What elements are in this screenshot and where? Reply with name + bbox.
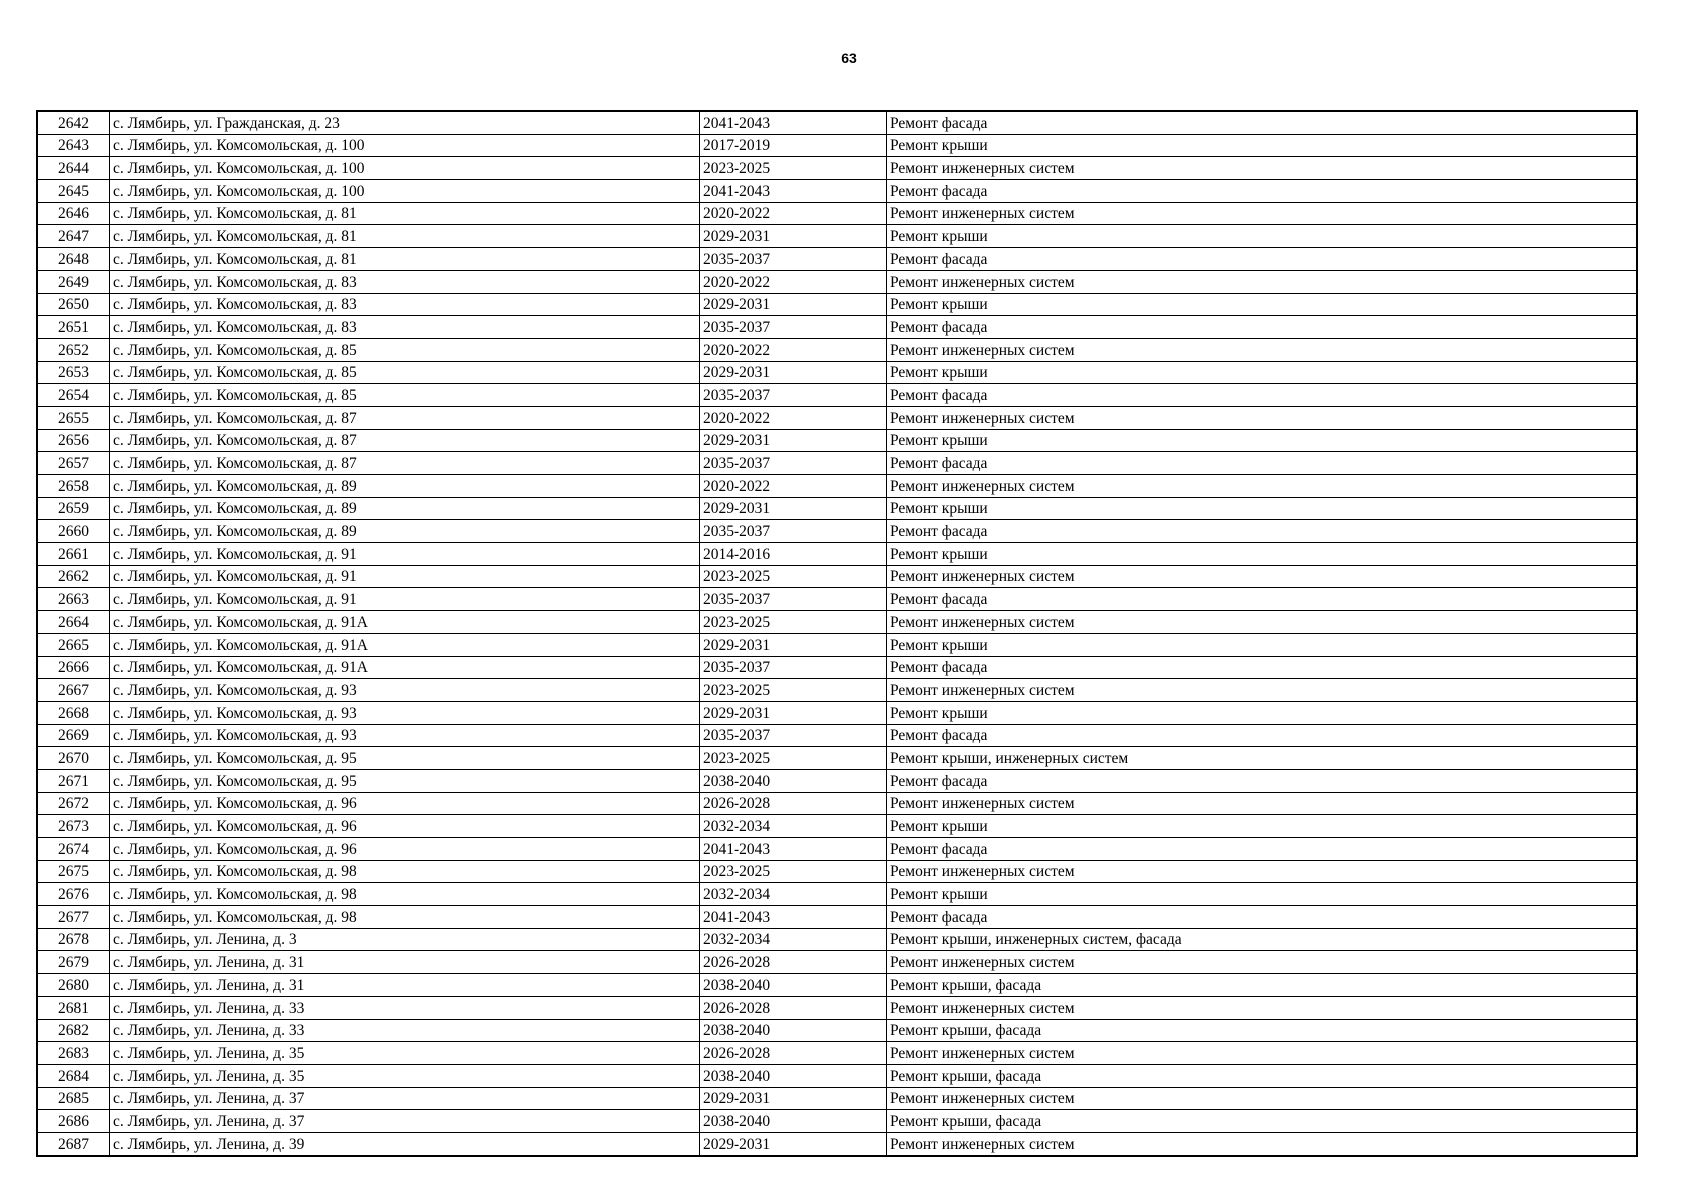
work-type-cell: Ремонт крыши [887, 815, 1638, 838]
table-row [37, 134, 1637, 157]
work-type-cell: Ремонт крыши, инженерных систем, фасада [887, 928, 1638, 951]
work-type-cell: Ремонт крыши [887, 361, 1638, 384]
table-row [37, 361, 1637, 384]
address-cell: с. Лямбирь, ул. Комсомольская, д. 95 [110, 769, 700, 792]
row-number-cell: 2679 [37, 951, 110, 974]
row-number-cell: 2678 [37, 928, 110, 951]
period-cell: 2041-2043 [700, 838, 887, 861]
row-number-cell: 2673 [37, 815, 110, 838]
row-number-cell: 2648 [37, 248, 110, 271]
period-cell: 2041-2043 [700, 180, 887, 203]
work-type-cell: Ремонт крыши [887, 883, 1638, 906]
table-row [37, 1087, 1637, 1110]
table-row [37, 860, 1637, 883]
period-cell: 2026-2028 [700, 792, 887, 815]
work-type-cell: Ремонт крыши, фасада [887, 1019, 1638, 1042]
period-cell: 2023-2025 [700, 747, 887, 770]
work-type-cell: Ремонт фасада [887, 316, 1638, 339]
address-cell: с. Лямбирь, ул. Комсомольская, д. 96 [110, 838, 700, 861]
work-type-cell: Ремонт инженерных систем [887, 1132, 1638, 1155]
address-cell: с. Лямбирь, ул. Комсомольская, д. 91А [110, 656, 700, 679]
table-row [37, 1019, 1637, 1042]
address-cell: с. Лямбирь, ул. Ленина, д. 31 [110, 974, 700, 997]
row-number-cell: 2658 [37, 475, 110, 498]
address-cell: с. Лямбирь, ул. Комсомольская, д. 83 [110, 270, 700, 293]
work-type-cell: Ремонт инженерных систем [887, 565, 1638, 588]
table-row [37, 792, 1637, 815]
table-row [37, 270, 1637, 293]
work-type-cell: Ремонт фасада [887, 656, 1638, 679]
period-cell: 2026-2028 [700, 1042, 887, 1065]
address-cell: с. Лямбирь, ул. Ленина, д. 33 [110, 996, 700, 1019]
row-number-cell: 2685 [37, 1087, 110, 1110]
row-number-cell: 2684 [37, 1064, 110, 1087]
table-row [37, 565, 1637, 588]
table-row [37, 633, 1637, 656]
period-cell: 2029-2031 [700, 1132, 887, 1155]
table-row [37, 248, 1637, 271]
address-cell: с. Лямбирь, ул. Комсомольская, д. 87 [110, 452, 700, 475]
row-number-cell: 2656 [37, 429, 110, 452]
period-cell: 2035-2037 [700, 384, 887, 407]
row-number-cell: 2644 [37, 157, 110, 180]
table-row [37, 974, 1637, 997]
period-cell: 2038-2040 [700, 1064, 887, 1087]
address-cell: с. Лямбирь, ул. Ленина, д. 33 [110, 1019, 700, 1042]
row-number-cell: 2667 [37, 679, 110, 702]
work-type-cell: Ремонт крыши [887, 134, 1638, 157]
row-number-cell: 2654 [37, 384, 110, 407]
table-row [37, 747, 1637, 770]
period-cell: 2032-2034 [700, 883, 887, 906]
work-type-cell: Ремонт инженерных систем [887, 860, 1638, 883]
row-number-cell: 2683 [37, 1042, 110, 1065]
period-cell: 2041-2043 [700, 111, 887, 134]
address-cell: с. Лямбирь, ул. Комсомольская, д. 81 [110, 248, 700, 271]
address-cell: с. Лямбирь, ул. Комсомольская, д. 91А [110, 611, 700, 634]
row-number-cell: 2651 [37, 316, 110, 339]
work-type-cell: Ремонт инженерных систем [887, 1042, 1638, 1065]
row-number-cell: 2665 [37, 633, 110, 656]
table-row [37, 883, 1637, 906]
work-type-cell: Ремонт инженерных систем [887, 611, 1638, 634]
period-cell: 2035-2037 [700, 520, 887, 543]
work-type-cell: Ремонт инженерных систем [887, 1087, 1638, 1110]
address-cell: с. Лямбирь, ул. Комсомольская, д. 93 [110, 679, 700, 702]
work-type-cell: Ремонт крыши [887, 543, 1638, 566]
row-number-cell: 2657 [37, 452, 110, 475]
row-number-cell: 2680 [37, 974, 110, 997]
address-cell: с. Лямбирь, ул. Комсомольская, д. 85 [110, 384, 700, 407]
period-cell: 2029-2031 [700, 361, 887, 384]
table-row [37, 611, 1637, 634]
row-number-cell: 2686 [37, 1110, 110, 1133]
period-cell: 2029-2031 [700, 293, 887, 316]
table-row [37, 225, 1637, 248]
work-type-cell: Ремонт инженерных систем [887, 475, 1638, 498]
work-type-cell: Ремонт крыши [887, 633, 1638, 656]
row-number-cell: 2660 [37, 520, 110, 543]
row-number-cell: 2669 [37, 724, 110, 747]
table-row [37, 996, 1637, 1019]
period-cell: 2029-2031 [700, 225, 887, 248]
row-number-cell: 2682 [37, 1019, 110, 1042]
period-cell: 2032-2034 [700, 928, 887, 951]
work-type-cell: Ремонт фасада [887, 111, 1638, 134]
address-cell: с. Лямбирь, ул. Комсомольская, д. 96 [110, 815, 700, 838]
row-number-cell: 2649 [37, 270, 110, 293]
period-cell: 2035-2037 [700, 588, 887, 611]
period-cell: 2035-2037 [700, 316, 887, 339]
address-cell: с. Лямбирь, ул. Комсомольская, д. 100 [110, 157, 700, 180]
period-cell: 2023-2025 [700, 565, 887, 588]
address-cell: с. Лямбирь, ул. Комсомольская, д. 91А [110, 633, 700, 656]
work-type-cell: Ремонт крыши [887, 429, 1638, 452]
address-cell: с. Лямбирь, ул. Ленина, д. 37 [110, 1110, 700, 1133]
table-row [37, 429, 1637, 452]
row-number-cell: 2672 [37, 792, 110, 815]
period-cell: 2041-2043 [700, 906, 887, 929]
period-cell: 2023-2025 [700, 157, 887, 180]
row-number-cell: 2663 [37, 588, 110, 611]
address-cell: с. Лямбирь, ул. Комсомольская, д. 81 [110, 225, 700, 248]
address-cell: с. Лямбирь, ул. Комсомольская, д. 89 [110, 497, 700, 520]
period-cell: 2023-2025 [700, 611, 887, 634]
row-number-cell: 2647 [37, 225, 110, 248]
row-number-cell: 2645 [37, 180, 110, 203]
table-row [37, 520, 1637, 543]
row-number-cell: 2676 [37, 883, 110, 906]
row-number-cell: 2675 [37, 860, 110, 883]
period-cell: 2029-2031 [700, 1087, 887, 1110]
table-row [37, 1132, 1637, 1155]
row-number-cell: 2652 [37, 338, 110, 361]
period-cell: 2035-2037 [700, 248, 887, 271]
period-cell: 2038-2040 [700, 974, 887, 997]
row-number-cell: 2659 [37, 497, 110, 520]
work-type-cell: Ремонт крыши, инженерных систем [887, 747, 1638, 770]
row-number-cell: 2670 [37, 747, 110, 770]
period-cell: 2023-2025 [700, 679, 887, 702]
period-cell: 2029-2031 [700, 701, 887, 724]
table-row [37, 1064, 1637, 1087]
address-cell: с. Лямбирь, ул. Комсомольская, д. 100 [110, 134, 700, 157]
work-type-cell: Ремонт инженерных систем [887, 792, 1638, 815]
work-type-cell: Ремонт фасада [887, 588, 1638, 611]
address-cell: с. Лямбирь, ул. Комсомольская, д. 89 [110, 475, 700, 498]
table-row [37, 769, 1637, 792]
table-row [37, 1110, 1637, 1133]
work-type-cell: Ремонт фасада [887, 838, 1638, 861]
address-cell: с. Лямбирь, ул. Комсомольская, д. 81 [110, 202, 700, 225]
table-row [37, 543, 1637, 566]
address-cell: с. Лямбирь, ул. Комсомольская, д. 85 [110, 361, 700, 384]
period-cell: 2026-2028 [700, 951, 887, 974]
period-cell: 2023-2025 [700, 860, 887, 883]
address-cell: с. Лямбирь, ул. Ленина, д. 35 [110, 1064, 700, 1087]
period-cell: 2020-2022 [700, 202, 887, 225]
work-type-cell: Ремонт крыши [887, 293, 1638, 316]
row-number-cell: 2653 [37, 361, 110, 384]
row-number-cell: 2687 [37, 1132, 110, 1155]
row-number-cell: 2661 [37, 543, 110, 566]
work-type-cell: Ремонт фасада [887, 520, 1638, 543]
period-cell: 2020-2022 [700, 475, 887, 498]
work-type-cell: Ремонт фасада [887, 769, 1638, 792]
address-cell: с. Лямбирь, ул. Комсомольская, д. 100 [110, 180, 700, 203]
work-type-cell: Ремонт фасада [887, 384, 1638, 407]
table-row [37, 475, 1637, 498]
row-number-cell: 2681 [37, 996, 110, 1019]
work-type-cell: Ремонт фасада [887, 452, 1638, 475]
table-row [37, 338, 1637, 361]
row-number-cell: 2650 [37, 293, 110, 316]
work-type-cell: Ремонт инженерных систем [887, 202, 1638, 225]
table-row [37, 406, 1637, 429]
work-type-cell: Ремонт крыши [887, 497, 1638, 520]
row-number-cell: 2668 [37, 701, 110, 724]
work-type-cell: Ремонт фасада [887, 180, 1638, 203]
table-body [37, 111, 1637, 1156]
address-cell: с. Лямбирь, ул. Комсомольская, д. 93 [110, 724, 700, 747]
period-cell: 2035-2037 [700, 656, 887, 679]
work-type-cell: Ремонт фасада [887, 248, 1638, 271]
address-cell: с. Лямбирь, ул. Ленина, д. 35 [110, 1042, 700, 1065]
table-row [37, 656, 1637, 679]
table-row [37, 497, 1637, 520]
address-cell: с. Лямбирь, ул. Комсомольская, д. 98 [110, 860, 700, 883]
table-row [37, 701, 1637, 724]
address-cell: с. Лямбирь, ул. Ленина, д. 37 [110, 1087, 700, 1110]
table-row [37, 293, 1637, 316]
table-row [37, 316, 1637, 339]
row-number-cell: 2643 [37, 134, 110, 157]
address-cell: с. Лямбирь, ул. Комсомольская, д. 91 [110, 543, 700, 566]
period-cell: 2014-2016 [700, 543, 887, 566]
address-cell: с. Лямбирь, ул. Ленина, д. 39 [110, 1132, 700, 1155]
work-type-cell: Ремонт фасада [887, 724, 1638, 747]
work-type-cell: Ремонт инженерных систем [887, 157, 1638, 180]
row-number-cell: 2646 [37, 202, 110, 225]
period-cell: 2038-2040 [700, 769, 887, 792]
table-row [37, 1042, 1637, 1065]
period-cell: 2020-2022 [700, 406, 887, 429]
table-row [37, 111, 1637, 134]
address-cell: с. Лямбирь, ул. Ленина, д. 31 [110, 951, 700, 974]
table-row [37, 906, 1637, 929]
period-cell: 2017-2019 [700, 134, 887, 157]
work-type-cell: Ремонт фасада [887, 906, 1638, 929]
address-cell: с. Лямбирь, ул. Комсомольская, д. 85 [110, 338, 700, 361]
address-cell: с. Лямбирь, ул. Комсомольская, д. 83 [110, 293, 700, 316]
period-cell: 2038-2040 [700, 1110, 887, 1133]
address-cell: с. Лямбирь, ул. Комсомольская, д. 98 [110, 906, 700, 929]
work-type-cell: Ремонт инженерных систем [887, 406, 1638, 429]
work-type-cell: Ремонт крыши, фасада [887, 1064, 1638, 1087]
row-number-cell: 2655 [37, 406, 110, 429]
address-cell: с. Лямбирь, ул. Комсомольская, д. 93 [110, 701, 700, 724]
address-cell: с. Лямбирь, ул. Комсомольская, д. 98 [110, 883, 700, 906]
work-type-cell: Ремонт крыши, фасада [887, 974, 1638, 997]
row-number-cell: 2662 [37, 565, 110, 588]
table-row [37, 838, 1637, 861]
work-type-cell: Ремонт крыши, фасада [887, 1110, 1638, 1133]
address-cell: с. Лямбирь, ул. Комсомольская, д. 95 [110, 747, 700, 770]
period-cell: 2020-2022 [700, 338, 887, 361]
page-number: 63 [841, 50, 857, 66]
address-cell: с. Лямбирь, ул. Комсомольская, д. 91 [110, 588, 700, 611]
table-row [37, 384, 1637, 407]
row-number-cell: 2664 [37, 611, 110, 634]
work-type-cell: Ремонт инженерных систем [887, 951, 1638, 974]
address-cell: с. Лямбирь, ул. Комсомольская, д. 83 [110, 316, 700, 339]
row-number-cell: 2642 [37, 111, 110, 134]
period-cell: 2032-2034 [700, 815, 887, 838]
row-number-cell: 2677 [37, 906, 110, 929]
work-type-cell: Ремонт инженерных систем [887, 338, 1638, 361]
table-row [37, 157, 1637, 180]
work-type-cell: Ремонт инженерных систем [887, 679, 1638, 702]
row-number-cell: 2666 [37, 656, 110, 679]
period-cell: 2029-2031 [700, 497, 887, 520]
table-row [37, 724, 1637, 747]
table-row [37, 815, 1637, 838]
period-cell: 2038-2040 [700, 1019, 887, 1042]
table-row [37, 951, 1637, 974]
period-cell: 2020-2022 [700, 270, 887, 293]
address-cell: с. Лямбирь, ул. Комсомольская, д. 87 [110, 406, 700, 429]
repair-schedule-table [36, 110, 1638, 1157]
table-row [37, 588, 1637, 611]
period-cell: 2035-2037 [700, 724, 887, 747]
address-cell: с. Лямбирь, ул. Комсомольская, д. 91 [110, 565, 700, 588]
address-cell: с. Лямбирь, ул. Комсомольская, д. 89 [110, 520, 700, 543]
table-row [37, 202, 1637, 225]
work-type-cell: Ремонт крыши [887, 701, 1638, 724]
address-cell: с. Лямбирь, ул. Комсомольская, д. 87 [110, 429, 700, 452]
address-cell: с. Лямбирь, ул. Комсомольская, д. 96 [110, 792, 700, 815]
table-row [37, 928, 1637, 951]
row-number-cell: 2674 [37, 838, 110, 861]
work-type-cell: Ремонт крыши [887, 225, 1638, 248]
address-cell: с. Лямбирь, ул. Ленина, д. 3 [110, 928, 700, 951]
table-row [37, 679, 1637, 702]
period-cell: 2026-2028 [700, 996, 887, 1019]
table-row [37, 180, 1637, 203]
table-row [37, 452, 1637, 475]
period-cell: 2029-2031 [700, 429, 887, 452]
period-cell: 2029-2031 [700, 633, 887, 656]
work-type-cell: Ремонт инженерных систем [887, 996, 1638, 1019]
period-cell: 2035-2037 [700, 452, 887, 475]
address-cell: с. Лямбирь, ул. Гражданская, д. 23 [110, 111, 700, 134]
row-number-cell: 2671 [37, 769, 110, 792]
work-type-cell: Ремонт инженерных систем [887, 270, 1638, 293]
